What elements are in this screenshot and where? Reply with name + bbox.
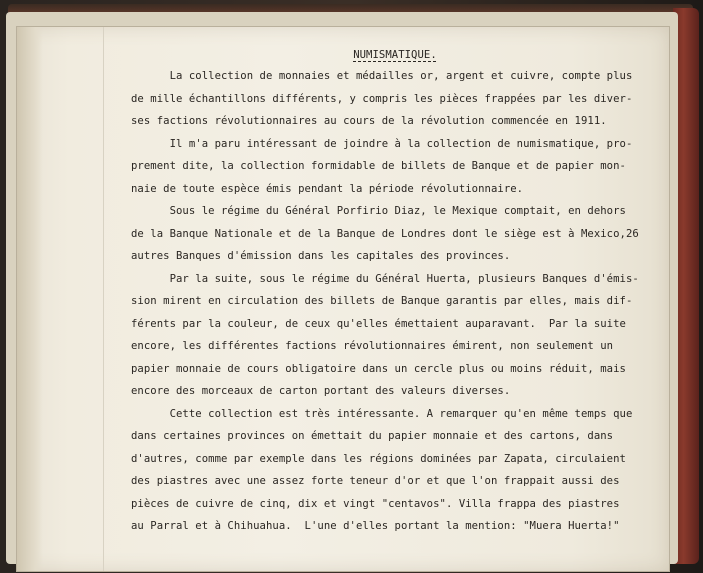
text-line: Par la suite, sous le régime du Général Huerta, plusieurs Banques d'émis-: [131, 272, 639, 285]
text-line: de la Banque Nationale et de la Banque de Londres dont le siège est à Mexico,26: [131, 227, 639, 240]
text-line: ses factions révolutionnaires au cours de la révolution commencée en 1911.: [131, 115, 607, 127]
text-line: encore, les différentes factions révolutionnaires émirent, non seulement un: [131, 340, 614, 352]
text-line: encore des morceaux de carton portant des valeurs diverses.: [131, 385, 511, 397]
text-line: prement dite, la collection formidable de billets de Banque et de papier mon-: [131, 160, 626, 172]
page-stack: [6, 12, 678, 564]
page-gutter: [17, 27, 43, 571]
body-lines: [131, 65, 659, 538]
typed-text-block: [131, 49, 659, 538]
text-line: Sous le régime du Général Porfirio Diaz, le Mexique comptait, en dehors: [131, 205, 626, 217]
text-line: pièces de cuivre de cinq, dix et vingt "centavos". Villa frappa des piastres: [131, 497, 620, 510]
text-line: férents par la couleur, de ceux qu'elles émettaient auparavant. Par la suite: [131, 317, 626, 330]
page-title: NUMISMATIQUE.: [353, 49, 437, 61]
text-line: La collection de monnaies et médailles or, argent et cuivre, compte plus: [131, 70, 633, 82]
text-line: des piastres avec une assez forte teneur d'or et que l'on frappait aussi des: [131, 475, 620, 487]
text-line: Cette collection est très intéressante. A remarquer qu'en même temps que: [131, 407, 633, 420]
text-line: d'autres, comme par exemple dans les régions dominées par Zapata, circulaient: [131, 452, 626, 465]
text-line: naie de toute espèce émis pendant la période révolutionnaire.: [131, 182, 524, 195]
text-line: au Parral et à Chihuahua. L'une d'elles portant la mention: "Muera Huerta!": [131, 520, 620, 532]
text-line: papier monnaie de cours obligatoire dans un cercle plus ou moins réduit, mais: [131, 362, 626, 375]
page-margin-line: [103, 27, 104, 571]
text-line: dans certaines provinces on émettait du papier monnaie et des cartons, dans: [131, 430, 614, 442]
text-line: sion mirent en circulation des billets de Banque garantis par elles, mais dif-: [131, 295, 633, 307]
typed-page: [16, 26, 670, 572]
text-line: de mille échantillons différents, y compris les pièces frappées par les diver-: [131, 92, 633, 105]
text-line: autres Banques d'émission dans les capitales des provinces.: [131, 250, 511, 262]
text-line: Il m'a paru intéressant de joindre à la collection de numismatique, pro-: [131, 137, 633, 150]
